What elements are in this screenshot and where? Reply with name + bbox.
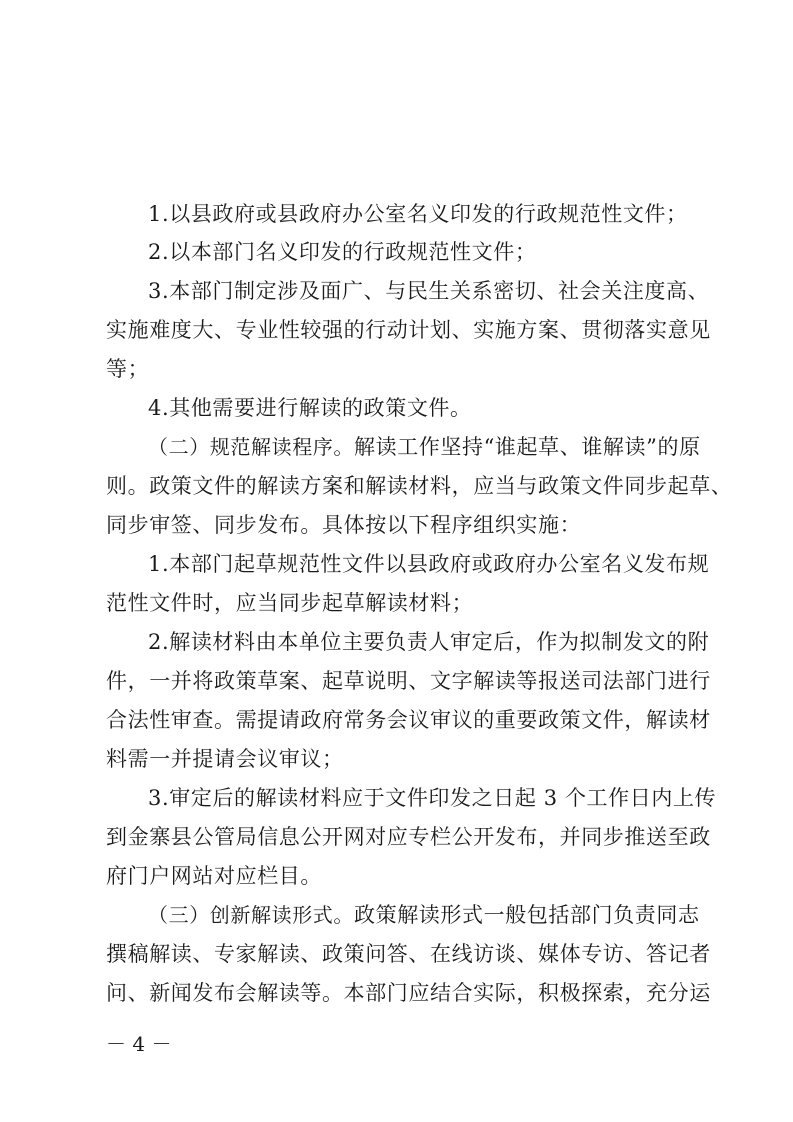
item-1-text: 1.以县政府或县政府办公室名义印发的行政规范性文件； [148, 202, 688, 226]
section-3-heading: （三）创新解读形式。 [148, 903, 354, 927]
section-3-line-1-text: 政策解读形式一般包括部门负责同志 [354, 903, 700, 927]
procedure-2-line-3: 合法性审查。需提请政府常务会议审议的重要政策文件，解读材 [106, 708, 711, 732]
section-3-line-1 [0, 903, 793, 927]
item-3-line-2: 实施难度大、专业性较强的行动计划、实施方案、贯彻落实意见 [106, 318, 711, 342]
section-2-heading: （二）规范解读程序。 [148, 435, 354, 459]
section-3-line-3: 问、新闻发布会解读等。本部门应结合实际，积极探索，充分运 [106, 981, 711, 1005]
section-2-line-2: 则。政策文件的解读方案和解读材料，应当与政策文件同步起草、 [106, 474, 733, 498]
procedure-1-line-2: 范性文件时，应当同步起草解读材料； [106, 591, 474, 615]
item-2-text: 2.以本部门名义印发的行政规范性文件； [148, 240, 537, 264]
section-2-line-3: 同步审签、同步发布。具体按以下程序组织实施： [106, 513, 582, 537]
procedure-2-line-4: 料需一并提请会议审议； [106, 747, 344, 771]
procedure-2-line-2: 件，一并将政策草案、起草说明、文字解读等报送司法部门进行 [106, 669, 711, 693]
procedure-3-line-1: 3.审定后的解读材料应于文件印发之日起 3 个工作日内上传 [148, 786, 717, 810]
procedure-3-line-3: 府门户网站对应栏目。 [106, 864, 322, 888]
section-3-line-2: 撰稿解读、专家解读、政策问答、在线访谈、媒体专访、答记者 [106, 942, 711, 966]
section-2-line-1 [0, 435, 793, 459]
item-3-line-3: 等； [106, 357, 150, 381]
item-4-text: 4.其他需要进行解读的政策文件。 [148, 396, 472, 420]
item-3-line-1: 3.本部门制定涉及面广、与民生关系密切、社会关注度高、 [148, 279, 710, 303]
procedure-2-line-1: 2.解读材料由本单位主要负责人审定后，作为拟制发文的附 [148, 630, 710, 654]
section-2-line-1-text: 解读工作坚持“谁起草、谁解读”的原 [354, 435, 701, 459]
procedure-3-line-2: 到金寨县公管局信息公开网对应专栏公开发布，并同步推送至政 [106, 825, 711, 849]
procedure-1-line-1: 1.本部门起草规范性文件以县政府或政府办公室名义发布规 [148, 552, 710, 576]
page-number: － 4 － [106, 1032, 172, 1056]
